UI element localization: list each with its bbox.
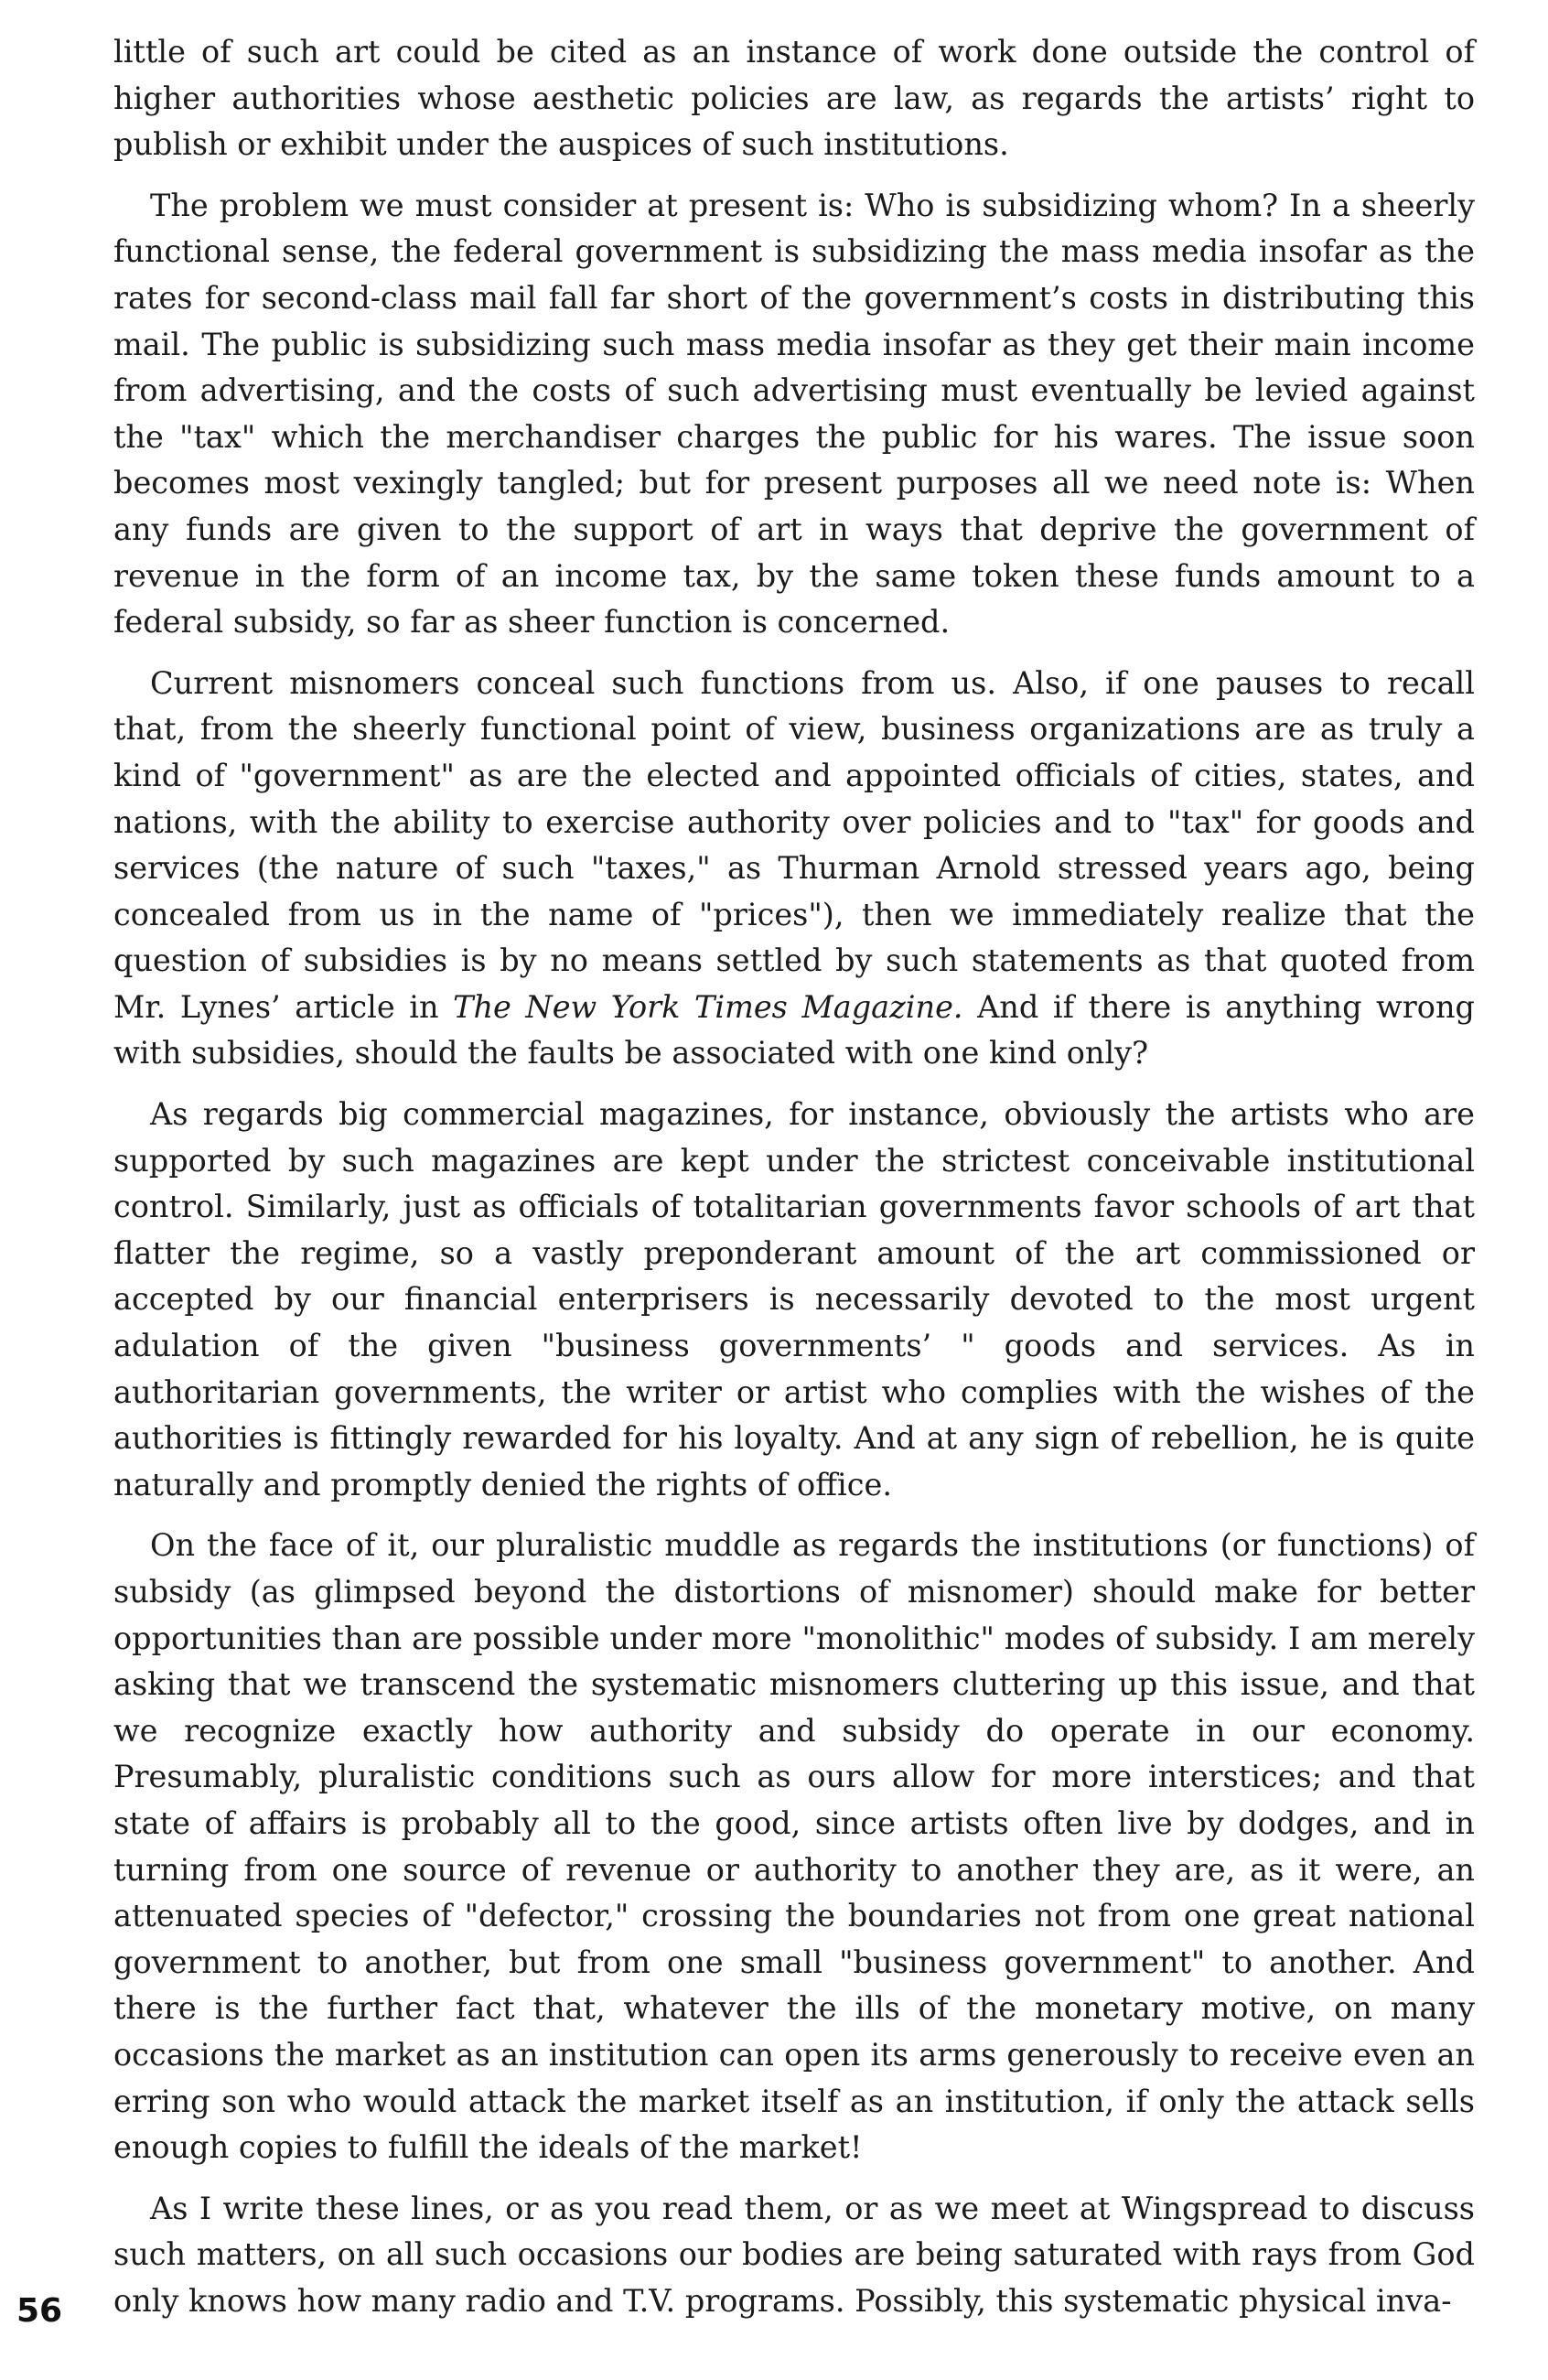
paragraph bbox=[113, 183, 1475, 646]
paragraph-text: little of such art could be cited as an instance of work done outside the control of higher authorities whose aesthetic policies are law, as regards the artists’ right to publish or exhibit under the auspices of such institutions. bbox=[113, 34, 1475, 163]
paragraph bbox=[113, 1092, 1475, 1508]
publication-title: The New York Times Magazine. bbox=[453, 988, 963, 1025]
paragraph bbox=[113, 1523, 1475, 2170]
paragraph bbox=[113, 2186, 1475, 2325]
paragraph-text: The problem we must consider at present is: Who is subsidizing whom? In a sheerly functional sense, the federal government is subsidizing the mass media insofar as the rates for second-class mail fall far short of the government’s costs in distributing this mail. The public is subsidizing such mass media insofar as they get their main income from advertising, and the costs of such advertising must eventually be levied against the "tax" which the merchandiser charges the public for his wares. The issue soon becomes most vexingly tangled; but for present purposes all we need note is: When any funds are given to the support of art in ways that deprive the government of revenue in the form of an income tax, by the same token these funds amount to a federal subsidy, so far as sheer function is concerned. bbox=[113, 187, 1475, 641]
body-text-column bbox=[113, 29, 1475, 2340]
paragraph-text: On the face of it, our pluralistic muddle as regards the institutions (or functions) of subsidy (as glimpsed beyond the distortions of misnomer) should make for better opportunities than are possible under more "monolithic" modes of subsidy. I am merely asking that we transcend the systematic misnomers cluttering up this issue, and that we recognize exactly how authority and subsidy do operate in our economy. Presumably, pluralistic conditions such as ours allow for more interstices; and that state of affairs is probably all to the good, since artists often live by dodges, and in turning from one source of revenue or authority to another they are, as it were, an attenuated species of "defector," crossing the boundaries not from one great national government to another, but from one small "business government" to another. And there is the further fact that, whatever the ills of the monetary motive, on many occasions the market as an institution can open its arms generously to receive even an erring son who would attack the market itself as an institution, if only the attack sells enough copies to fulfill the ideals of the market! bbox=[113, 1527, 1475, 2166]
page-number: 56 bbox=[16, 2292, 63, 2330]
paragraph-text: Current misnomers conceal such functions from us. Also, if one pauses to recall that, from the sheerly functional point of view, business organizations are as truly a kind of "government" as are the elected and appointed officials of cities, states, and nations, with the ability to exercise authority over policies and to "tax" for goods and services (the nature of such "taxes," as Thurman Arnold stressed years ago, being concealed from us in the name of "prices"), then we immediately realize that the question of subsidies is by no means settled by such statements as that quoted from Mr. Lynes’ article in bbox=[113, 664, 1475, 1025]
paragraph-text: And if there is anything wrong with subsidies, should the faults be associated with one kind only? bbox=[113, 988, 1475, 1072]
paragraph-text: As I write these lines, or as you read them, or as we meet at Wingspread to discuss such matters, on all such occasions our bodies are being saturated with rays from God only knows how many radio and T.V. programs. Possibly, this systematic physical inva- bbox=[113, 2190, 1475, 2319]
paragraph bbox=[113, 29, 1475, 168]
paragraph bbox=[113, 661, 1475, 1077]
paragraph-text: As regards big commercial magazines, for instance, obviously the artists who are supported by such magazines are kept under the strictest conceivable institutional control. Similarly, just as officials of totalitarian governments favor schools of art that flatter the regime, so a vastly preponderant amount of the art commissioned or accepted by our financial enterprisers is necessarily devoted to the most urgent adulation of the given "business governments’ " goods and services. As in authoritarian governments, the writer or artist who complies with the wishes of the authorities is fittingly rewarded for his loyalty. And at any sign of rebellion, he is quite naturally and promptly denied the rights of office. bbox=[113, 1096, 1475, 1502]
